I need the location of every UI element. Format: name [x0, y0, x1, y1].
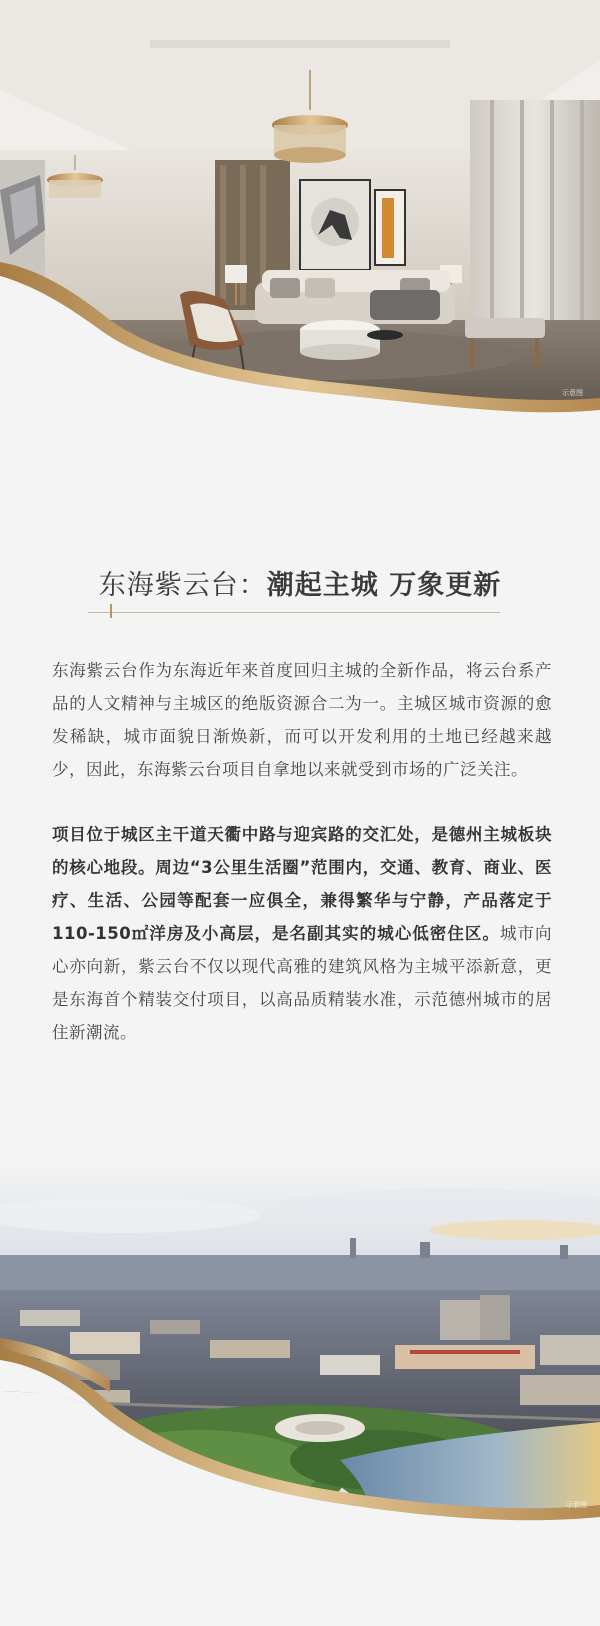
title-part1: 东海紫云台：	[98, 570, 267, 601]
interior-rendering	[0, 0, 600, 450]
title-divider	[88, 612, 500, 613]
paragraph-location	[52, 818, 552, 1049]
bottom-watermark: 示意图	[566, 1501, 587, 1509]
title-divider-mark	[110, 604, 112, 618]
bottom-hero-image	[0, 1160, 600, 1626]
top-watermark: 示意图	[562, 389, 583, 397]
article-title	[0, 563, 600, 602]
paragraph-location-normal: 城市向心亦向新，紫云台不仅以现代高雅的建筑风格为主城平添新意，更是东海首个精装交付项目，以高品质精装水准，示范德州城市的居住新潮流。	[52, 924, 553, 1042]
paragraph-intro: 东海紫云台作为东海近年来首度回归主城的全新作品，将云台系产品的人文精神与主城区的绝版资源合二为一。主城区城市资源的愈发稀缺，城市面貌日渐焕新，而可以开发利用的土地已经越来越少，因此，东海紫云台项目自拿地以来就受到市场的广泛关注。	[52, 661, 552, 779]
city-aerial-photo	[0, 1160, 600, 1626]
top-hero-image	[0, 0, 600, 450]
title-part2: 潮起主城 万象更新	[266, 570, 502, 601]
paragraph-location-bold: 项目位于城区主干道天衢中路与迎宾路的交汇处，是德州主城板块的核心地段。周边“3公里生活圈”范围内，交通、教育、商业、医疗、生活、公园等配套一应俱全，兼得繁华与宁静，产品落定于110-150㎡洋房及小高层，是名副其实的城心低密住区。	[52, 825, 552, 943]
